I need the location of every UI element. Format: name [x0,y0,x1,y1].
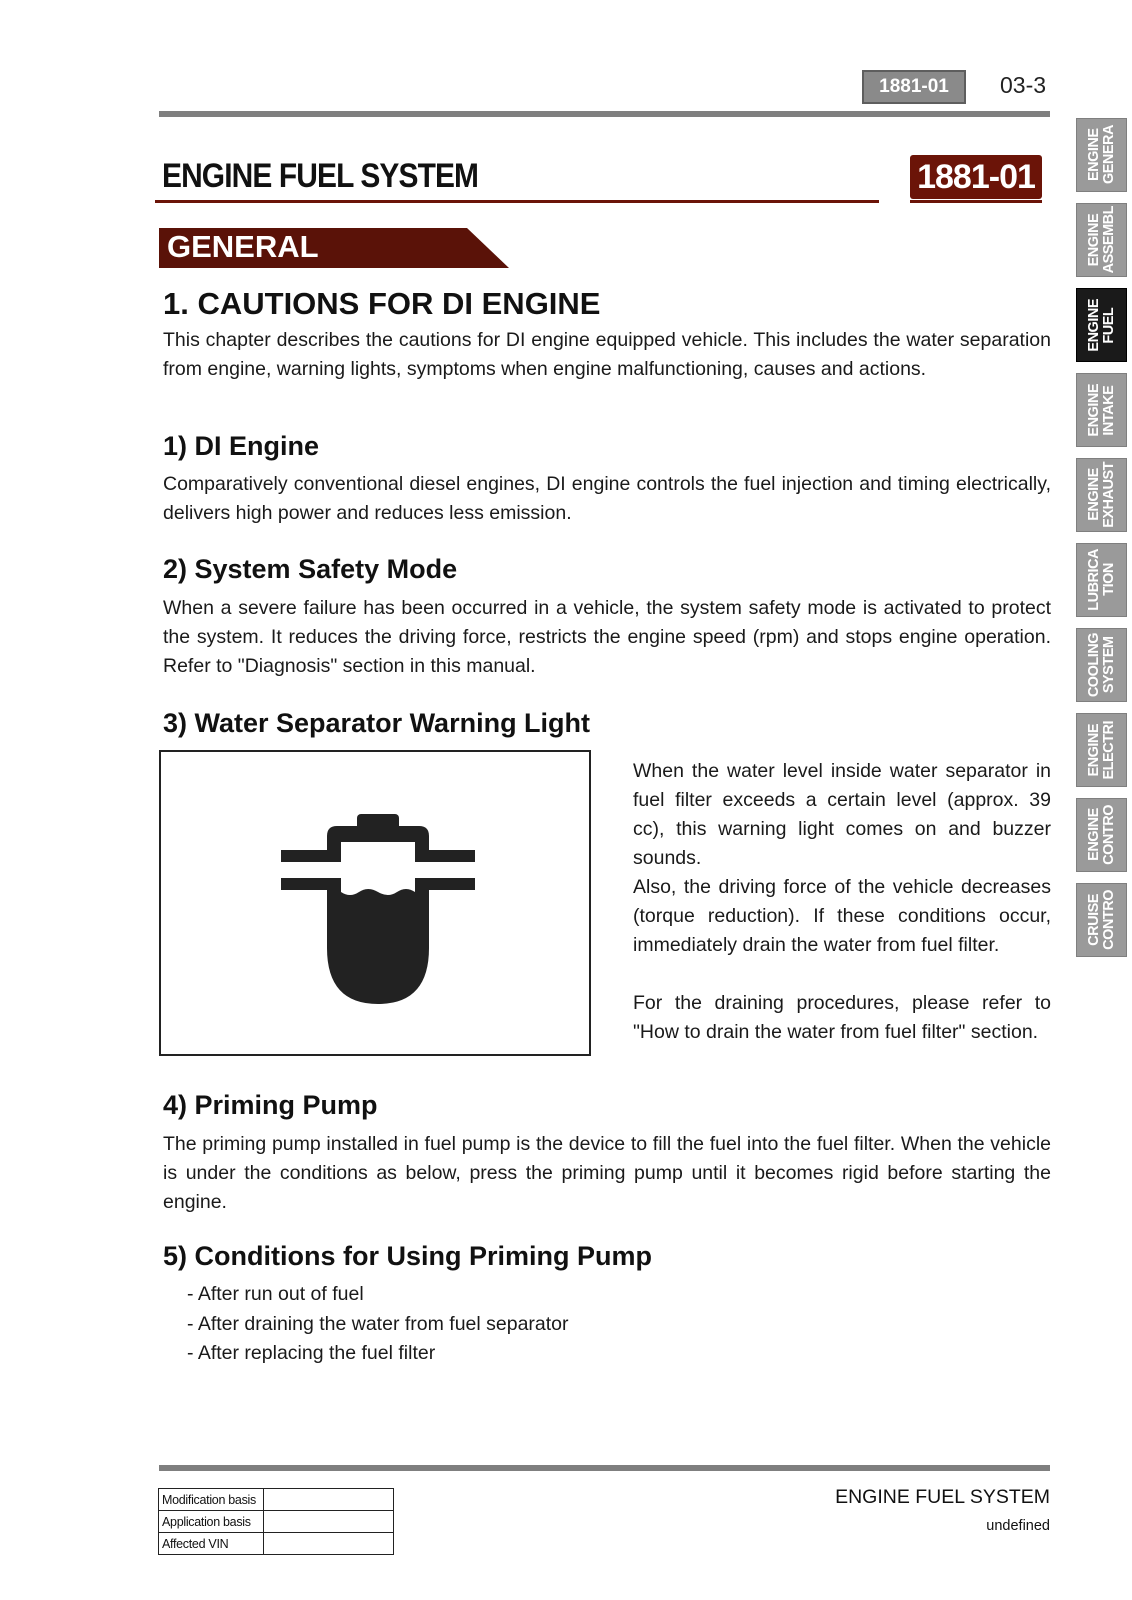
side-tab-label: ENGINE GENERA [1085,125,1117,185]
side-tab-engine-control[interactable] [1076,798,1127,872]
list-item: - After run out of fuel [187,1283,364,1305]
section-banner-label: GENERAL [167,229,319,264]
safety-mode-heading: 2) System Safety Mode [163,554,458,584]
list-item: - After draining the water from fuel separator [187,1312,569,1335]
side-tab-engine-exhaust[interactable] [1076,458,1127,532]
table-row [159,1489,394,1511]
footer-rule [159,1465,1050,1471]
table-row [159,1533,394,1555]
safety-mode-text: When a severe failure has been occurred in a vehicle, the system safety mode is activated to protect the system. It reduces the driving force, restricts the engine speed (rpm) and stops engine operation. Refer to "Diagnosis" section in this manual. [163,597,1051,677]
list-item: - After replacing the fuel filter [187,1342,436,1364]
water-separator-text-3: For the draining procedures, please refer to "How to drain the water from fuel filter" section. [633,992,1051,1043]
main-heading: 1. CAUTIONS FOR DI ENGINE [163,286,601,321]
header-rule [159,111,1050,117]
conditions-heading: 5) Conditions for Using Priming Pump [163,1241,652,1271]
page-number: 03-3 [1000,72,1047,98]
side-tab-engine-electrical[interactable] [1076,713,1127,787]
warning-light-figure [159,750,591,1056]
side-tab-label: ENGINE ASSEMBL [1085,206,1117,274]
side-tab-label: ENGINE EXHAUST [1085,462,1117,528]
water-separator-text-1: When the water level inside water separator in fuel filter exceeds a certain level (approx. 39 cc), this warning light comes on and buzzer sounds. [633,760,1051,869]
basis-label: Modification basis [159,1489,264,1511]
side-tab-label: ENGINE FUEL [1085,298,1117,352]
conditions-list [187,1280,569,1369]
chapter-code-badge: 1881-01 [910,155,1042,199]
water-separator-text-2: Also, the driving force of the vehicle decreases (torque reduction). If these conditions occur, immediately drain the water from fuel filter. [633,876,1051,956]
chapter-badge-underline [910,200,1042,203]
side-tab-engine-assembly[interactable] [1076,203,1127,277]
basis-table [158,1488,394,1555]
side-tab-label: CRUISE CONTRO [1085,890,1117,950]
chapter-underline [155,200,879,203]
water-separator-icon [161,752,589,1054]
side-tab-label: ENGINE ELECTRI [1085,720,1117,780]
side-tab-cruise-control[interactable] [1076,883,1127,957]
side-tab-engine-intake[interactable] [1076,373,1127,447]
intro-paragraph: This chapter describes the cautions for DI engine equipped vehicle. This includes the water separation from engine, warning lights, symptoms when engine malfunctioning, causes and actions. [163,329,1051,380]
water-separator-heading: 3) Water Separator Warning Light [163,708,591,738]
side-tab-label: ENGINE INTAKE [1085,383,1117,437]
chapter-title: ENGINE FUEL SYSTEM [162,157,479,195]
basis-value [264,1511,394,1533]
side-tab-label: LUBRICA TION [1085,549,1117,611]
side-tab-engine-fuel[interactable] [1076,288,1127,362]
basis-value [264,1533,394,1555]
header-section-code: 1881-01 [862,70,966,104]
basis-value [264,1489,394,1511]
priming-pump-text: The priming pump installed in fuel pump is the device to fill the fuel into the fuel filter. When the vehicle is under the conditions as below, press the priming pump until it becomes rigid before starting the engine. [163,1133,1051,1213]
side-tab-label: ENGINE CONTRO [1085,805,1117,865]
basis-label: Affected VIN [159,1533,264,1555]
footer-title: ENGINE FUEL SYSTEM [835,1486,1050,1508]
side-tab-label: COOLING SYSTEM [1085,632,1117,698]
di-engine-text: Comparatively conventional diesel engines, DI engine controls the fuel injection and timing electrically, delivers high power and reduces less emission. [163,473,1051,524]
table-row [159,1511,394,1533]
side-tab-lubrication[interactable] [1076,543,1127,617]
basis-label: Application basis [159,1511,264,1533]
footer-subtitle: undefined [986,1518,1050,1534]
di-engine-heading: 1) DI Engine [163,431,320,461]
side-tab-cooling-system[interactable] [1076,628,1127,702]
priming-pump-heading: 4) Priming Pump [163,1090,378,1120]
side-tab-engine-general[interactable] [1076,118,1127,192]
